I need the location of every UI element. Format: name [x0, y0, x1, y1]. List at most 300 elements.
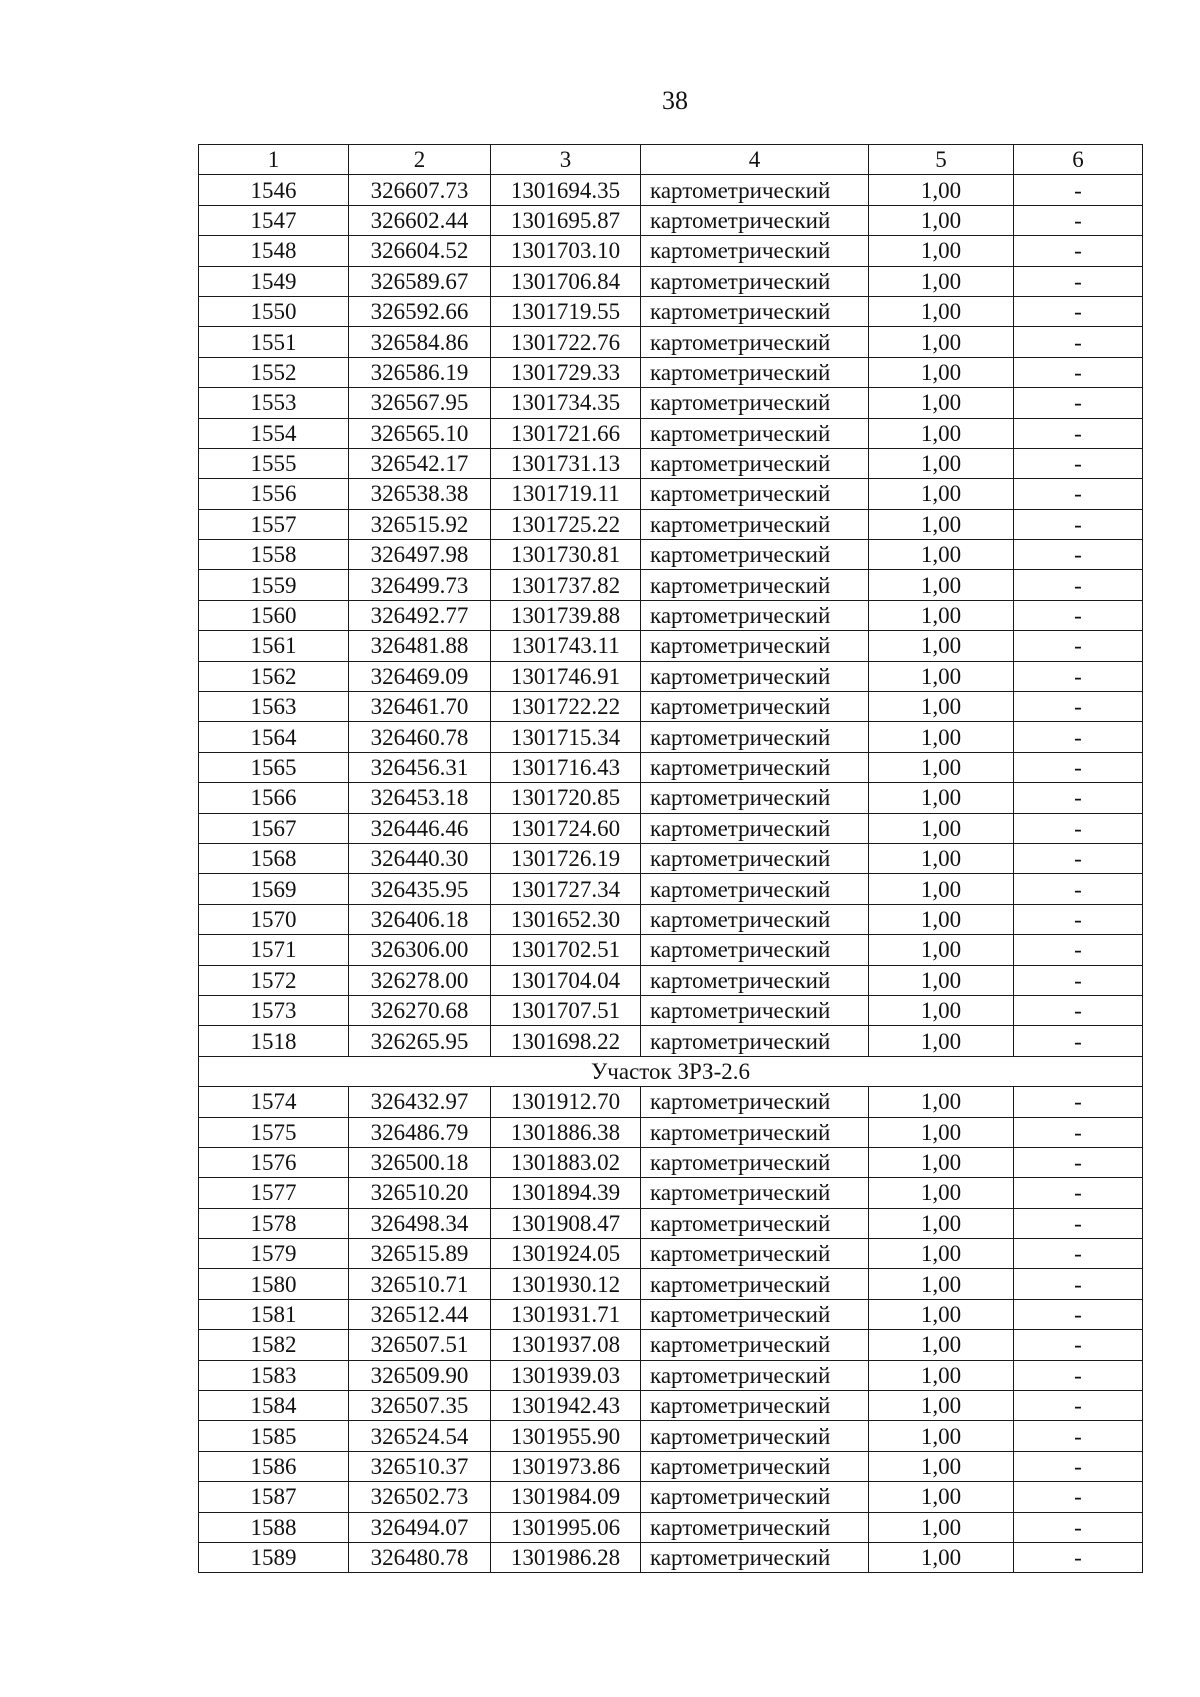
x-coordinate-cell: 326604.52 [349, 236, 491, 266]
point-number-cell: 1571 [199, 935, 349, 965]
y-coordinate-cell: 1301886.38 [491, 1117, 641, 1147]
method-cell: картометрический [641, 296, 869, 326]
point-number-cell: 1563 [199, 692, 349, 722]
point-number-cell: 1549 [199, 266, 349, 296]
accuracy-cell: 1,00 [869, 1482, 1014, 1512]
note-cell: - [1014, 357, 1143, 387]
x-coordinate-cell: 326440.30 [349, 843, 491, 873]
note-cell: - [1014, 418, 1143, 448]
method-cell: картометрический [641, 175, 869, 205]
point-number-cell: 1552 [199, 357, 349, 387]
method-cell: картометрический [641, 205, 869, 235]
accuracy-cell: 1,00 [869, 995, 1014, 1025]
y-coordinate-cell: 1301707.51 [491, 995, 641, 1025]
accuracy-cell: 1,00 [869, 1360, 1014, 1390]
note-cell: - [1014, 175, 1143, 205]
method-cell: картометрический [641, 1026, 869, 1056]
x-coordinate-cell: 326265.95 [349, 1026, 491, 1056]
table-row [199, 1330, 1143, 1360]
x-coordinate-cell: 326500.18 [349, 1147, 491, 1177]
y-coordinate-cell: 1301939.03 [491, 1360, 641, 1390]
point-number-cell: 1556 [199, 479, 349, 509]
table-row [199, 1269, 1143, 1299]
x-coordinate-cell: 326592.66 [349, 296, 491, 326]
note-cell: - [1014, 631, 1143, 661]
header-row [199, 145, 1143, 175]
method-cell: картометрический [641, 236, 869, 266]
note-cell: - [1014, 692, 1143, 722]
point-number-cell: 1553 [199, 388, 349, 418]
method-cell: картометрический [641, 843, 869, 873]
y-coordinate-cell: 1301883.02 [491, 1147, 641, 1177]
point-number-cell: 1578 [199, 1208, 349, 1238]
point-number-cell: 1570 [199, 904, 349, 934]
x-coordinate-cell: 326515.89 [349, 1239, 491, 1269]
y-coordinate-cell: 1301729.33 [491, 357, 641, 387]
section-row [199, 1056, 1143, 1086]
table-row [199, 843, 1143, 873]
point-number-cell: 1559 [199, 570, 349, 600]
accuracy-cell: 1,00 [869, 1178, 1014, 1208]
note-cell: - [1014, 1299, 1143, 1329]
table-row [199, 1542, 1143, 1572]
method-cell: картометрический [641, 1512, 869, 1542]
point-number-cell: 1577 [199, 1178, 349, 1208]
point-number-cell: 1546 [199, 175, 349, 205]
accuracy-cell: 1,00 [869, 783, 1014, 813]
method-cell: картометрический [641, 388, 869, 418]
note-cell: - [1014, 661, 1143, 691]
point-number-cell: 1547 [199, 205, 349, 235]
accuracy-cell: 1,00 [869, 327, 1014, 357]
method-cell: картометрический [641, 327, 869, 357]
x-coordinate-cell: 326510.71 [349, 1269, 491, 1299]
accuracy-cell: 1,00 [869, 692, 1014, 722]
table-row [199, 631, 1143, 661]
table-row [199, 175, 1143, 205]
point-number-cell: 1558 [199, 540, 349, 570]
note-cell: - [1014, 388, 1143, 418]
x-coordinate-cell: 326497.98 [349, 540, 491, 570]
method-cell: картометрический [641, 1482, 869, 1512]
note-cell: - [1014, 296, 1143, 326]
x-coordinate-cell: 326510.20 [349, 1178, 491, 1208]
table-row [199, 296, 1143, 326]
method-cell: картометрический [641, 692, 869, 722]
y-coordinate-cell: 1301715.34 [491, 722, 641, 752]
y-coordinate-cell: 1301703.10 [491, 236, 641, 266]
x-coordinate-cell: 326507.51 [349, 1330, 491, 1360]
accuracy-cell: 1,00 [869, 904, 1014, 934]
accuracy-cell: 1,00 [869, 1026, 1014, 1056]
note-cell: - [1014, 1026, 1143, 1056]
method-cell: картометрический [641, 904, 869, 934]
table-row [199, 1147, 1143, 1177]
x-coordinate-cell: 326460.78 [349, 722, 491, 752]
table-row [199, 1512, 1143, 1542]
table-row [199, 388, 1143, 418]
table-row [199, 1360, 1143, 1390]
point-number-cell: 1582 [199, 1330, 349, 1360]
table-row [199, 357, 1143, 387]
point-number-cell: 1555 [199, 448, 349, 478]
y-coordinate-cell: 1301894.39 [491, 1178, 641, 1208]
note-cell: - [1014, 266, 1143, 296]
note-cell: - [1014, 1117, 1143, 1147]
y-coordinate-cell: 1301719.55 [491, 296, 641, 326]
x-coordinate-cell: 326515.92 [349, 509, 491, 539]
accuracy-cell: 1,00 [869, 631, 1014, 661]
y-coordinate-cell: 1301694.35 [491, 175, 641, 205]
method-cell: картометрический [641, 266, 869, 296]
table-row [199, 266, 1143, 296]
note-cell: - [1014, 813, 1143, 843]
method-cell: картометрический [641, 418, 869, 448]
accuracy-cell: 1,00 [869, 479, 1014, 509]
note-cell: - [1014, 752, 1143, 782]
method-cell: картометрический [641, 540, 869, 570]
table-row [199, 904, 1143, 934]
point-number-cell: 1579 [199, 1239, 349, 1269]
accuracy-cell: 1,00 [869, 1087, 1014, 1117]
method-cell: картометрический [641, 1360, 869, 1390]
y-coordinate-cell: 1301973.86 [491, 1451, 641, 1481]
table-row [199, 995, 1143, 1025]
x-coordinate-cell: 326507.35 [349, 1391, 491, 1421]
note-cell: - [1014, 570, 1143, 600]
point-number-cell: 1588 [199, 1512, 349, 1542]
y-coordinate-cell: 1301930.12 [491, 1269, 641, 1299]
table-row [199, 1239, 1143, 1269]
x-coordinate-cell: 326584.86 [349, 327, 491, 357]
x-coordinate-cell: 326270.68 [349, 995, 491, 1025]
x-coordinate-cell: 326509.90 [349, 1360, 491, 1390]
note-cell: - [1014, 1269, 1143, 1299]
y-coordinate-cell: 1301734.35 [491, 388, 641, 418]
note-cell: - [1014, 843, 1143, 873]
note-cell: - [1014, 1512, 1143, 1542]
table-row [199, 1299, 1143, 1329]
accuracy-cell: 1,00 [869, 935, 1014, 965]
y-coordinate-cell: 1301719.11 [491, 479, 641, 509]
x-coordinate-cell: 326481.88 [349, 631, 491, 661]
table-row [199, 236, 1143, 266]
x-coordinate-cell: 326432.97 [349, 1087, 491, 1117]
method-cell: картометрический [641, 661, 869, 691]
point-number-cell: 1572 [199, 965, 349, 995]
x-coordinate-cell: 326499.73 [349, 570, 491, 600]
accuracy-cell: 1,00 [869, 843, 1014, 873]
y-coordinate-cell: 1301726.19 [491, 843, 641, 873]
y-coordinate-cell: 1301706.84 [491, 266, 641, 296]
point-number-cell: 1568 [199, 843, 349, 873]
method-cell: картометрический [641, 1391, 869, 1421]
table-row [199, 692, 1143, 722]
point-number-cell: 1562 [199, 661, 349, 691]
method-cell: картометрический [641, 1208, 869, 1238]
point-number-cell: 1564 [199, 722, 349, 752]
y-coordinate-cell: 1301716.43 [491, 752, 641, 782]
note-cell: - [1014, 874, 1143, 904]
x-coordinate-cell: 326453.18 [349, 783, 491, 813]
method-cell: картометрический [641, 965, 869, 995]
accuracy-cell: 1,00 [869, 600, 1014, 630]
y-coordinate-cell: 1301724.60 [491, 813, 641, 843]
x-coordinate-cell: 326486.79 [349, 1117, 491, 1147]
point-number-cell: 1574 [199, 1087, 349, 1117]
method-cell: картометрический [641, 874, 869, 904]
accuracy-cell: 1,00 [869, 1391, 1014, 1421]
y-coordinate-cell: 1301984.09 [491, 1482, 641, 1512]
table-row [199, 752, 1143, 782]
y-coordinate-cell: 1301986.28 [491, 1542, 641, 1572]
accuracy-cell: 1,00 [869, 1239, 1014, 1269]
table-row [199, 448, 1143, 478]
note-cell: - [1014, 1451, 1143, 1481]
point-number-cell: 1569 [199, 874, 349, 904]
method-cell: картометрический [641, 631, 869, 661]
x-coordinate-cell: 326494.07 [349, 1512, 491, 1542]
point-number-cell: 1565 [199, 752, 349, 782]
table-row [199, 1208, 1143, 1238]
x-coordinate-cell: 326469.09 [349, 661, 491, 691]
method-cell: картометрический [641, 783, 869, 813]
header-cell-1: 1 [199, 145, 349, 175]
x-coordinate-cell: 326512.44 [349, 1299, 491, 1329]
y-coordinate-cell: 1301955.90 [491, 1421, 641, 1451]
accuracy-cell: 1,00 [869, 722, 1014, 752]
accuracy-cell: 1,00 [869, 1208, 1014, 1238]
method-cell: картометрический [641, 1239, 869, 1269]
note-cell: - [1014, 722, 1143, 752]
method-cell: картометрический [641, 1269, 869, 1299]
point-number-cell: 1548 [199, 236, 349, 266]
y-coordinate-cell: 1301704.04 [491, 965, 641, 995]
method-cell: картометрический [641, 600, 869, 630]
y-coordinate-cell: 1301731.13 [491, 448, 641, 478]
x-coordinate-cell: 326502.73 [349, 1482, 491, 1512]
table-row [199, 570, 1143, 600]
y-coordinate-cell: 1301737.82 [491, 570, 641, 600]
note-cell: - [1014, 448, 1143, 478]
x-coordinate-cell: 326306.00 [349, 935, 491, 965]
method-cell: картометрический [641, 1117, 869, 1147]
point-number-cell: 1584 [199, 1391, 349, 1421]
note-cell: - [1014, 1542, 1143, 1572]
x-coordinate-cell: 326567.95 [349, 388, 491, 418]
y-coordinate-cell: 1301908.47 [491, 1208, 641, 1238]
accuracy-cell: 1,00 [869, 965, 1014, 995]
method-cell: картометрический [641, 1330, 869, 1360]
x-coordinate-cell: 326607.73 [349, 175, 491, 205]
table-row [199, 935, 1143, 965]
y-coordinate-cell: 1301924.05 [491, 1239, 641, 1269]
note-cell: - [1014, 236, 1143, 266]
note-cell: - [1014, 540, 1143, 570]
y-coordinate-cell: 1301995.06 [491, 1512, 641, 1542]
x-coordinate-cell: 326446.46 [349, 813, 491, 843]
x-coordinate-cell: 326278.00 [349, 965, 491, 995]
method-cell: картометрический [641, 1299, 869, 1329]
accuracy-cell: 1,00 [869, 236, 1014, 266]
point-number-cell: 1589 [199, 1542, 349, 1572]
y-coordinate-cell: 1301743.11 [491, 631, 641, 661]
point-number-cell: 1557 [199, 509, 349, 539]
accuracy-cell: 1,00 [869, 570, 1014, 600]
method-cell: картометрический [641, 509, 869, 539]
accuracy-cell: 1,00 [869, 175, 1014, 205]
accuracy-cell: 1,00 [869, 357, 1014, 387]
method-cell: картометрический [641, 448, 869, 478]
y-coordinate-cell: 1301702.51 [491, 935, 641, 965]
x-coordinate-cell: 326586.19 [349, 357, 491, 387]
accuracy-cell: 1,00 [869, 813, 1014, 843]
y-coordinate-cell: 1301725.22 [491, 509, 641, 539]
table-row [199, 509, 1143, 539]
point-number-cell: 1585 [199, 1421, 349, 1451]
accuracy-cell: 1,00 [869, 418, 1014, 448]
note-cell: - [1014, 327, 1143, 357]
note-cell: - [1014, 1421, 1143, 1451]
note-cell: - [1014, 1360, 1143, 1390]
table-row [199, 1087, 1143, 1117]
table-row [199, 479, 1143, 509]
method-cell: картометрический [641, 1178, 869, 1208]
point-number-cell: 1554 [199, 418, 349, 448]
method-cell: картометрический [641, 935, 869, 965]
accuracy-cell: 1,00 [869, 1299, 1014, 1329]
point-number-cell: 1561 [199, 631, 349, 661]
note-cell: - [1014, 1482, 1143, 1512]
table-row [199, 540, 1143, 570]
note-cell: - [1014, 1087, 1143, 1117]
y-coordinate-cell: 1301652.30 [491, 904, 641, 934]
table-row [199, 874, 1143, 904]
y-coordinate-cell: 1301942.43 [491, 1391, 641, 1421]
note-cell: - [1014, 205, 1143, 235]
accuracy-cell: 1,00 [869, 1269, 1014, 1299]
accuracy-cell: 1,00 [869, 874, 1014, 904]
method-cell: картометрический [641, 995, 869, 1025]
x-coordinate-cell: 326498.34 [349, 1208, 491, 1238]
table-body [199, 145, 1143, 1573]
note-cell: - [1014, 783, 1143, 813]
accuracy-cell: 1,00 [869, 296, 1014, 326]
point-number-cell: 1581 [199, 1299, 349, 1329]
table-row [199, 418, 1143, 448]
x-coordinate-cell: 326589.67 [349, 266, 491, 296]
note-cell: - [1014, 1239, 1143, 1269]
table-row [199, 1451, 1143, 1481]
accuracy-cell: 1,00 [869, 1451, 1014, 1481]
method-cell: картометрический [641, 1542, 869, 1572]
x-coordinate-cell: 326524.54 [349, 1421, 491, 1451]
accuracy-cell: 1,00 [869, 661, 1014, 691]
note-cell: - [1014, 479, 1143, 509]
note-cell: - [1014, 509, 1143, 539]
note-cell: - [1014, 1178, 1143, 1208]
method-cell: картометрический [641, 1451, 869, 1481]
point-number-cell: 1560 [199, 600, 349, 630]
accuracy-cell: 1,00 [869, 388, 1014, 418]
y-coordinate-cell: 1301698.22 [491, 1026, 641, 1056]
x-coordinate-cell: 326435.95 [349, 874, 491, 904]
point-number-cell: 1575 [199, 1117, 349, 1147]
header-cell-4: 4 [641, 145, 869, 175]
y-coordinate-cell: 1301931.71 [491, 1299, 641, 1329]
accuracy-cell: 1,00 [869, 1330, 1014, 1360]
note-cell: - [1014, 965, 1143, 995]
y-coordinate-cell: 1301937.08 [491, 1330, 641, 1360]
method-cell: картометрический [641, 722, 869, 752]
x-coordinate-cell: 326456.31 [349, 752, 491, 782]
x-coordinate-cell: 326602.44 [349, 205, 491, 235]
point-number-cell: 1567 [199, 813, 349, 843]
method-cell: картометрический [641, 479, 869, 509]
header-cell-2: 2 [349, 145, 491, 175]
method-cell: картометрический [641, 1147, 869, 1177]
note-cell: - [1014, 995, 1143, 1025]
coordinates-table [198, 144, 1143, 1573]
accuracy-cell: 1,00 [869, 1147, 1014, 1177]
table-row [199, 327, 1143, 357]
note-cell: - [1014, 1147, 1143, 1177]
y-coordinate-cell: 1301912.70 [491, 1087, 641, 1117]
header-cell-6: 6 [1014, 145, 1143, 175]
note-cell: - [1014, 1391, 1143, 1421]
x-coordinate-cell: 326492.77 [349, 600, 491, 630]
table-row [199, 965, 1143, 995]
table-row [199, 813, 1143, 843]
table-row [199, 1482, 1143, 1512]
method-cell: картометрический [641, 752, 869, 782]
accuracy-cell: 1,00 [869, 1542, 1014, 1572]
table-row [199, 1391, 1143, 1421]
header-cell-5: 5 [869, 145, 1014, 175]
note-cell: - [1014, 904, 1143, 934]
accuracy-cell: 1,00 [869, 266, 1014, 296]
y-coordinate-cell: 1301695.87 [491, 205, 641, 235]
point-number-cell: 1518 [199, 1026, 349, 1056]
method-cell: картометрический [641, 570, 869, 600]
note-cell: - [1014, 1208, 1143, 1238]
x-coordinate-cell: 326542.17 [349, 448, 491, 478]
y-coordinate-cell: 1301722.22 [491, 692, 641, 722]
page-number: 38 [662, 86, 688, 115]
x-coordinate-cell: 326480.78 [349, 1542, 491, 1572]
y-coordinate-cell: 1301720.85 [491, 783, 641, 813]
point-number-cell: 1586 [199, 1451, 349, 1481]
accuracy-cell: 1,00 [869, 205, 1014, 235]
point-number-cell: 1551 [199, 327, 349, 357]
y-coordinate-cell: 1301721.66 [491, 418, 641, 448]
table-row [199, 600, 1143, 630]
point-number-cell: 1566 [199, 783, 349, 813]
y-coordinate-cell: 1301722.76 [491, 327, 641, 357]
accuracy-cell: 1,00 [869, 540, 1014, 570]
x-coordinate-cell: 326461.70 [349, 692, 491, 722]
method-cell: картометрический [641, 1087, 869, 1117]
table-row [199, 783, 1143, 813]
y-coordinate-cell: 1301746.91 [491, 661, 641, 691]
accuracy-cell: 1,00 [869, 1117, 1014, 1147]
x-coordinate-cell: 326565.10 [349, 418, 491, 448]
point-number-cell: 1550 [199, 296, 349, 326]
point-number-cell: 1573 [199, 995, 349, 1025]
table-row [199, 1026, 1143, 1056]
method-cell: картометрический [641, 813, 869, 843]
method-cell: картометрический [641, 1421, 869, 1451]
